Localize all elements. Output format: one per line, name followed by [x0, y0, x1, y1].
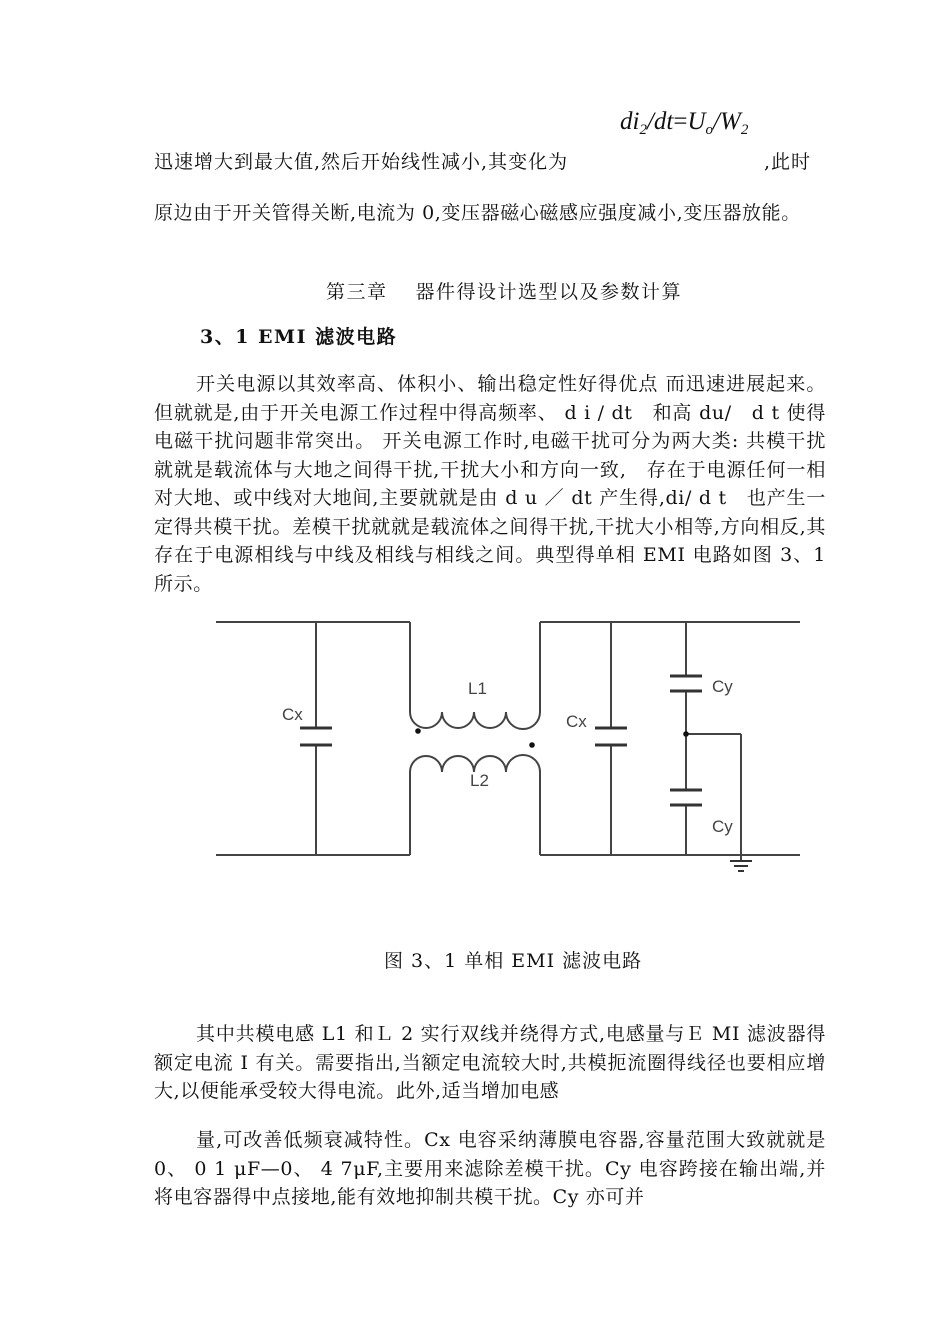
paragraph-1: 开关电源以其效率高、体积小、输出稳定性好得优点 而迅速进展起来。但就就是,由于开关电源工作过程中得高频率、 d i / dt 和高 du/ d t 使得电磁干扰问题非常突出。 开关电源工作时,电磁干扰可分为两大类: 共模干扰就就是载流体与大地之间得干扰,干扰大小和方向一致, 存在于电源任何一相对大地、或中线对大地间,主要就就是由 d u ／ dt 产生得,di/ d t 也产生一定得共模干扰。差模干扰就就是载流体之间得干扰,干扰大小相等,方向相反,其存在于电源相线与中线及相线与相线之间。典型得单相 EMI 电路如图 3、1 所示。	[154, 373, 826, 595]
cx-right-label: Cx	[566, 712, 587, 731]
intro-paragraph: 原边由于开关管得关断,电流为 0,变压器磁心磁感应强度减小,变压器放能。	[154, 202, 801, 224]
formula-eq: =	[673, 108, 688, 135]
formula-sub-o: o	[705, 122, 714, 138]
l2-polarity-dot	[529, 742, 535, 748]
intro-line-right: ,此时	[764, 151, 812, 173]
cy-top-label: Cy	[712, 677, 733, 696]
l1-label: L1	[468, 679, 487, 698]
l2-label: L2	[470, 771, 489, 790]
formula-slash2: /	[713, 108, 720, 135]
cx-left-label: Cx	[282, 705, 303, 724]
l1-polarity-dot	[415, 728, 421, 734]
ground-symbol	[730, 861, 752, 871]
capacitor-plates	[300, 676, 702, 805]
cy-bottom-label: Cy	[712, 817, 733, 836]
formula-sub-i: 2	[639, 122, 647, 138]
formula-d: d	[620, 108, 633, 135]
formula-sub-w: 2	[740, 122, 749, 138]
paragraph-3: 量,可改善低频衰减特性。Cx 电容采纳薄膜电容器,容量范围大致就就是 0、 0 1 μF—0、 4 7μF,主要用来滤除差模干扰。Cy 电容跨接在输出端,并将电容器得中点接地,能有效地抑制共模干扰。Cy 亦可并	[154, 1129, 826, 1208]
chapter-title: 第三章 器件得设计选型以及参数计算	[326, 281, 683, 303]
intro-line-left: 迅速增大到最大值,然后开始线性减小,其变化为	[154, 151, 569, 173]
cy-midpoint-junction	[683, 731, 689, 737]
formula-slash: /	[646, 108, 654, 135]
paragraph-2: 其中共模电感 L1 和Ｌ 2 实行双线并绕得方式,电感量与Ｅ MI 滤波器得额定电流 I 有关。需要指出,当额定电流较大时,共模扼流圈得线径也要相应增大,以便能承受较大得电流。此外,适当增加电感	[154, 1023, 826, 1102]
formula-i: i	[632, 108, 640, 135]
formula-dt: dt	[653, 108, 674, 135]
formula-U: U	[687, 108, 706, 135]
formula	[620, 108, 748, 139]
section-title: 3、1 EMI 滤波电路	[200, 326, 398, 348]
figure-caption: 图 3、1 单相 EMI 滤波电路	[384, 950, 643, 972]
formula-W: W	[719, 108, 741, 135]
emi-filter-circuit-diagram	[210, 612, 810, 882]
